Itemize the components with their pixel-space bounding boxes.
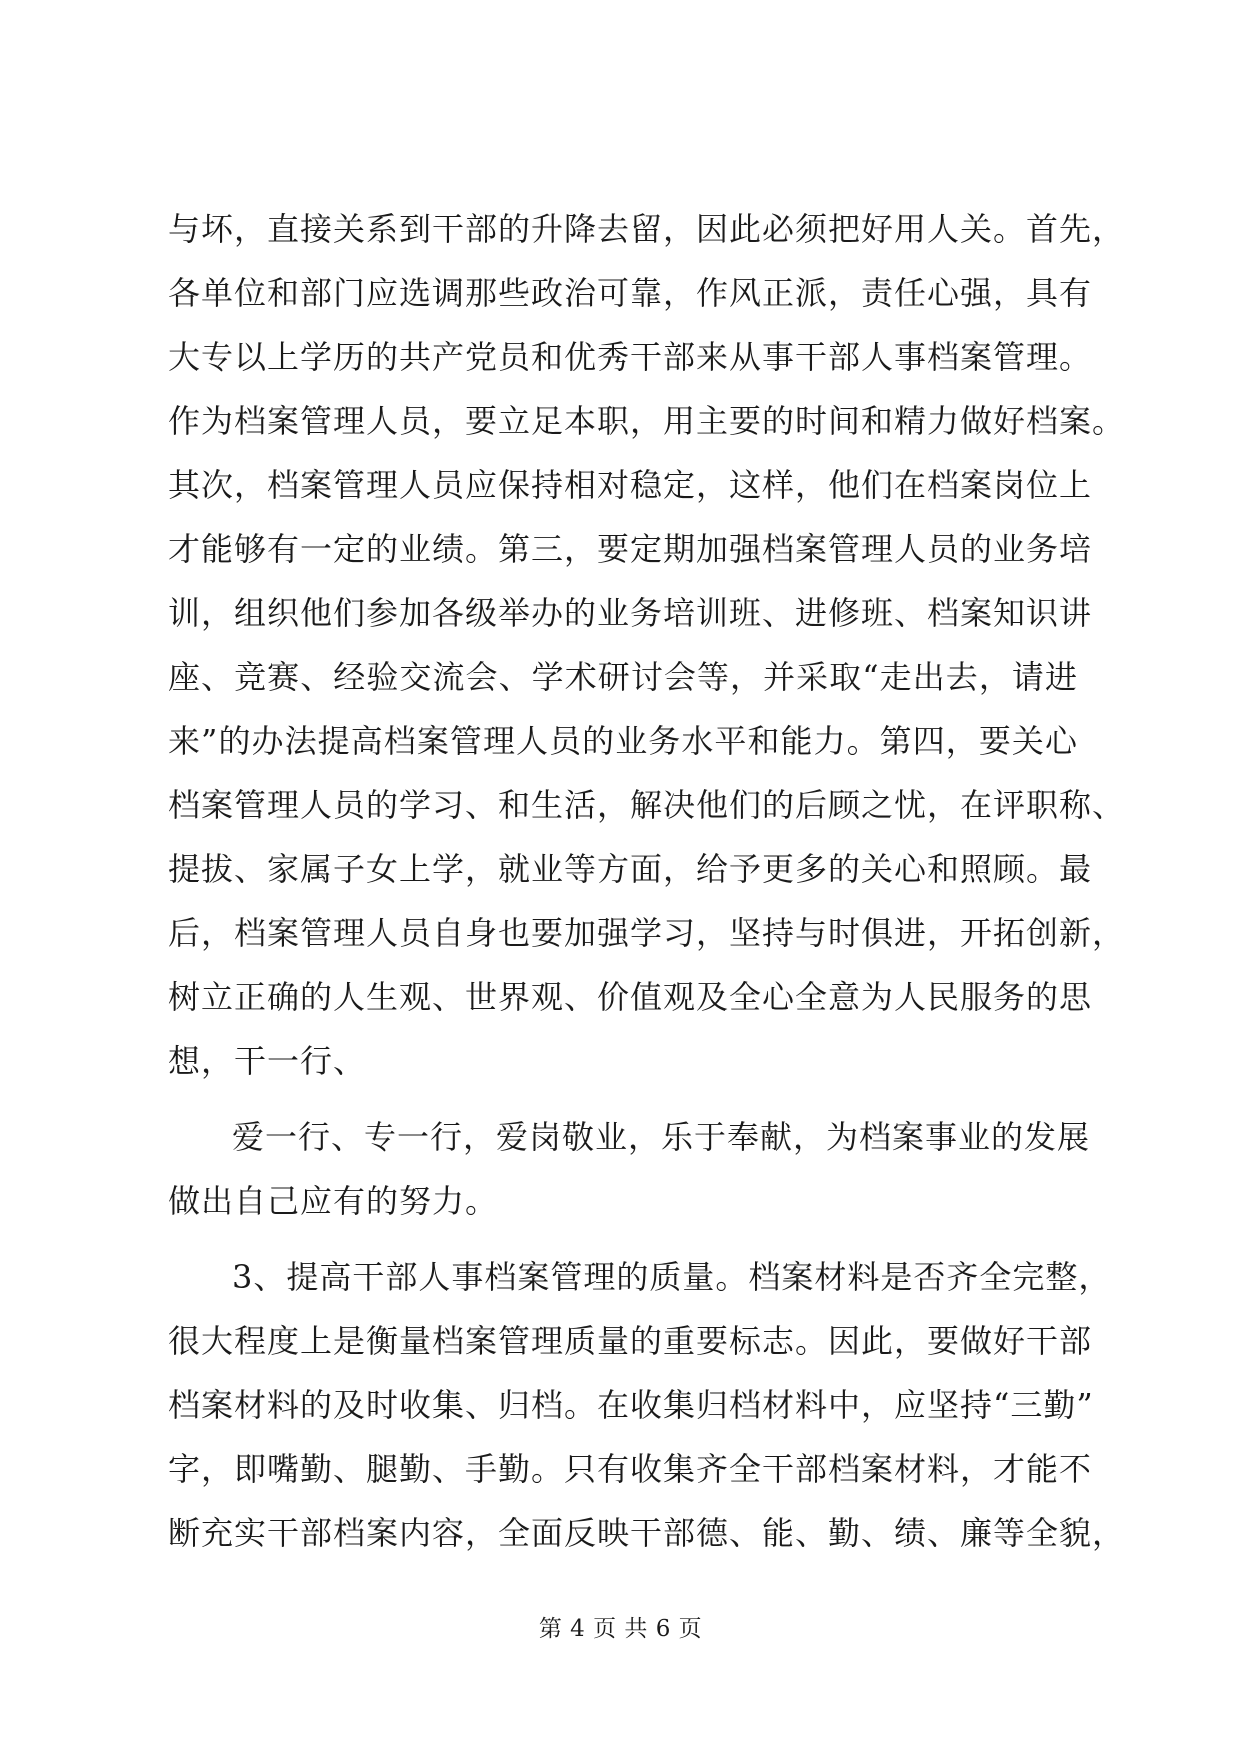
page-footer: 第 4 页 共 6 页 — [538, 1616, 703, 1642]
text-line: 爱一行、专一行，爱岗敬业，乐于奉献，为档案事业的发展 — [232, 1118, 1091, 1156]
text-line: 3、提高干部人事档案管理的质量。档案材料是否齐全完整， — [232, 1258, 1112, 1296]
text-line: 想，干一行、 — [168, 1042, 367, 1080]
text-line: 提拔、家属子女上学，就业等方面，给予更多的关心和照顾。最 — [168, 850, 1093, 888]
text-line: 树立正确的人生观、世界观、价值观及全心全意为人民服务的思 — [168, 978, 1093, 1016]
text-line: 档案材料的及时收集、归档。在收集归档材料中，应坚持“三勤” — [168, 1386, 1094, 1424]
text-line: 其次，档案管理人员应保持相对稳定，这样，他们在档案岗位上 — [168, 466, 1093, 504]
text-line: 座、竞赛、经验交流会、学术研讨会等，并采取“走出去，请进 — [168, 658, 1078, 696]
text-line: 才能够有一定的业绩。第三，要定期加强档案管理人员的业务培 — [168, 530, 1093, 568]
text-line: 各单位和部门应选调那些政治可靠，作风正派，责任心强，具有 — [168, 274, 1093, 312]
text-line: 来”的办法提高档案管理人员的业务水平和能力。第四，要关心 — [168, 722, 1078, 760]
text-line: 字，即嘴勤、腿勤、手勤。只有收集齐全干部档案材料，才能不 — [168, 1450, 1093, 1488]
text-line: 做出自己应有的努力。 — [168, 1182, 499, 1220]
text-line: 作为档案管理人员，要立足本职，用主要的时间和精力做好档案。 — [168, 402, 1126, 440]
body-text — [168, 197, 1126, 1565]
paragraph — [168, 1105, 1091, 1233]
text-line: 训，组织他们参加各级举办的业务培训班、进修班、档案知识讲 — [168, 594, 1093, 632]
text-line: 很大程度上是衡量档案管理质量的重要标志。因此，要做好干部 — [168, 1322, 1093, 1360]
text-line: 大专以上学历的共产党员和优秀干部来从事干部人事档案管理。 — [168, 338, 1093, 376]
text-line: 后，档案管理人员自身也要加强学习，坚持与时俱进，开拓创新， — [168, 914, 1126, 952]
text-line: 断充实干部档案内容，全面反映干部德、能、勤、绩、廉等全貌， — [168, 1514, 1126, 1552]
text-line: 与坏，直接关系到干部的升降去留，因此必须把好用人关。首先， — [168, 210, 1126, 248]
paragraph — [168, 1245, 1126, 1565]
paragraph-gap — [168, 1233, 1078, 1245]
paragraph — [168, 197, 1126, 1093]
paragraph-gap — [168, 1093, 1078, 1105]
text-line: 档案管理人员的学习、和生活，解决他们的后顾之忧，在评职称、 — [168, 786, 1126, 824]
